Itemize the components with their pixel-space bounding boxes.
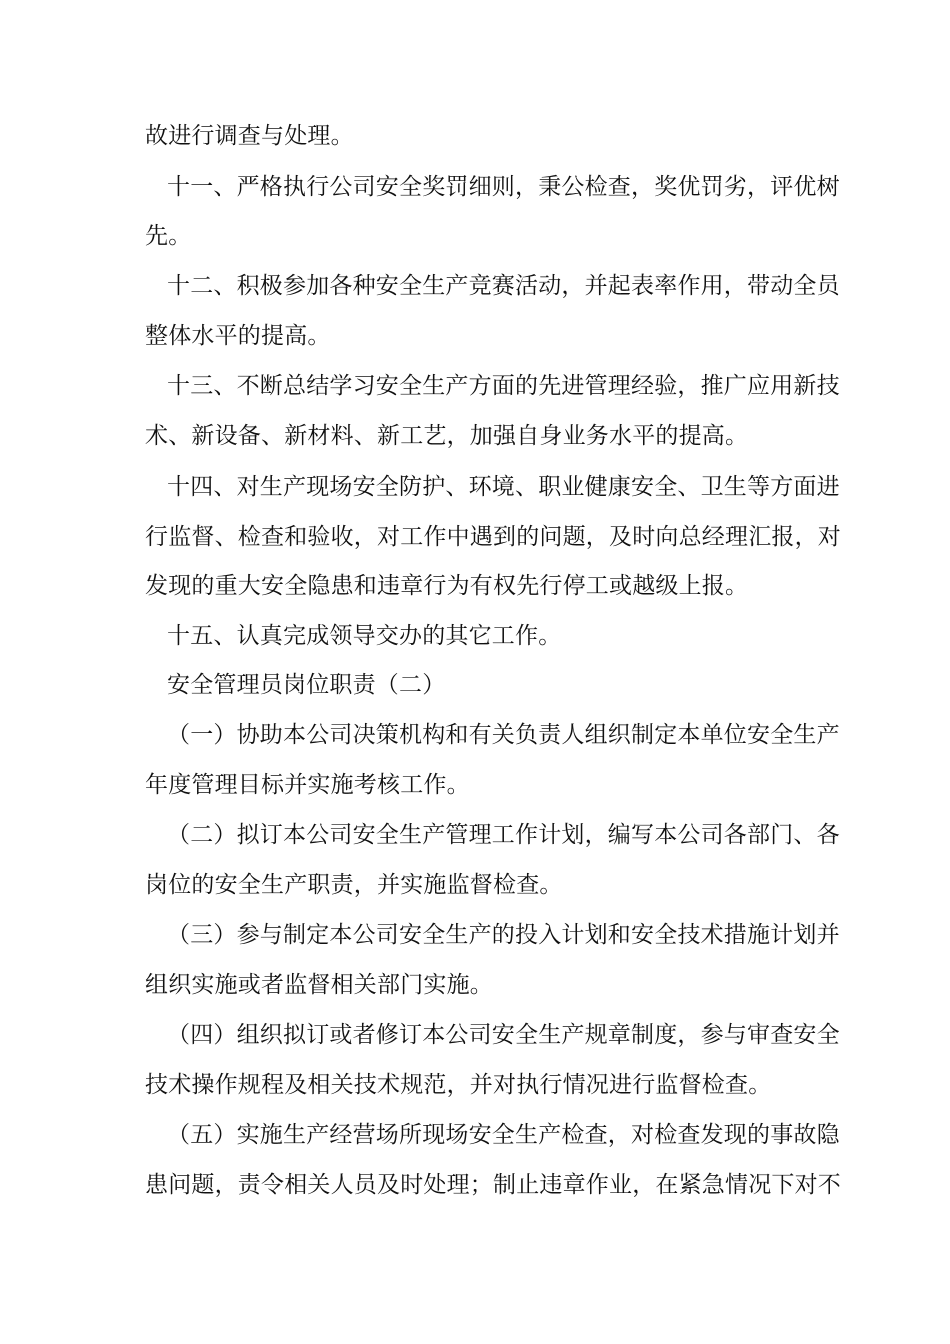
section-heading: 安全管理员岗位职责（二） [167, 672, 446, 698]
text-line: 技术操作规程及相关技术规范，并对执行情况进行监督检查。 [145, 1072, 772, 1098]
text-line: 发现的重大安全隐患和违章行为有权先行停工或越级上报。 [145, 573, 749, 599]
text-line: （二）拟订本公司安全生产管理工作计划，编写本公司各部门、各 [167, 822, 840, 848]
text-line: 患问题，责令相关人员及时处理；制止违章作业，在紧急情况下对不 [145, 1172, 841, 1198]
text-line: 先。 [145, 223, 192, 249]
text-line: 故进行调查与处理。 [145, 123, 354, 149]
text-line: （一）协助本公司决策机构和有关负责人组织制定本单位安全生产 [167, 722, 840, 748]
text-line: 行监督、检查和验收，对工作中遇到的问题，及时向总经理汇报，对 [145, 524, 841, 550]
text-line: 十三、不断总结学习安全生产方面的先进管理经验，推广应用新技 [167, 373, 840, 399]
text-line: 十五、认真完成领导交办的其它工作。 [167, 623, 562, 649]
text-line: 岗位的安全生产职责，并实施监督检查。 [145, 872, 563, 898]
text-line: 组织实施或者监督相关部门实施。 [145, 972, 493, 998]
text-line: （三）参与制定本公司安全生产的投入计划和安全技术措施计划并 [167, 922, 840, 948]
text-line: （四）组织拟订或者修订本公司安全生产规章制度，参与审查安全 [167, 1022, 840, 1048]
text-line: （五）实施生产经营场所现场安全生产检查，对检查发现的事故隐 [167, 1122, 840, 1148]
text-line: 术、新设备、新材料、新工艺，加强自身业务水平的提高。 [145, 423, 749, 449]
text-line: 十一、严格执行公司安全奖罚细则，秉公检查，奖优罚劣，评优树 [167, 174, 840, 200]
text-line: 整体水平的提高。 [145, 323, 331, 349]
text-line: 十二、积极参加各种安全生产竞赛活动，并起表率作用，带动全员 [167, 273, 840, 299]
text-line: 十四、对生产现场安全防护、环境、职业健康安全、卫生等方面进 [167, 474, 840, 500]
text-line: 年度管理目标并实施考核工作。 [145, 772, 470, 798]
